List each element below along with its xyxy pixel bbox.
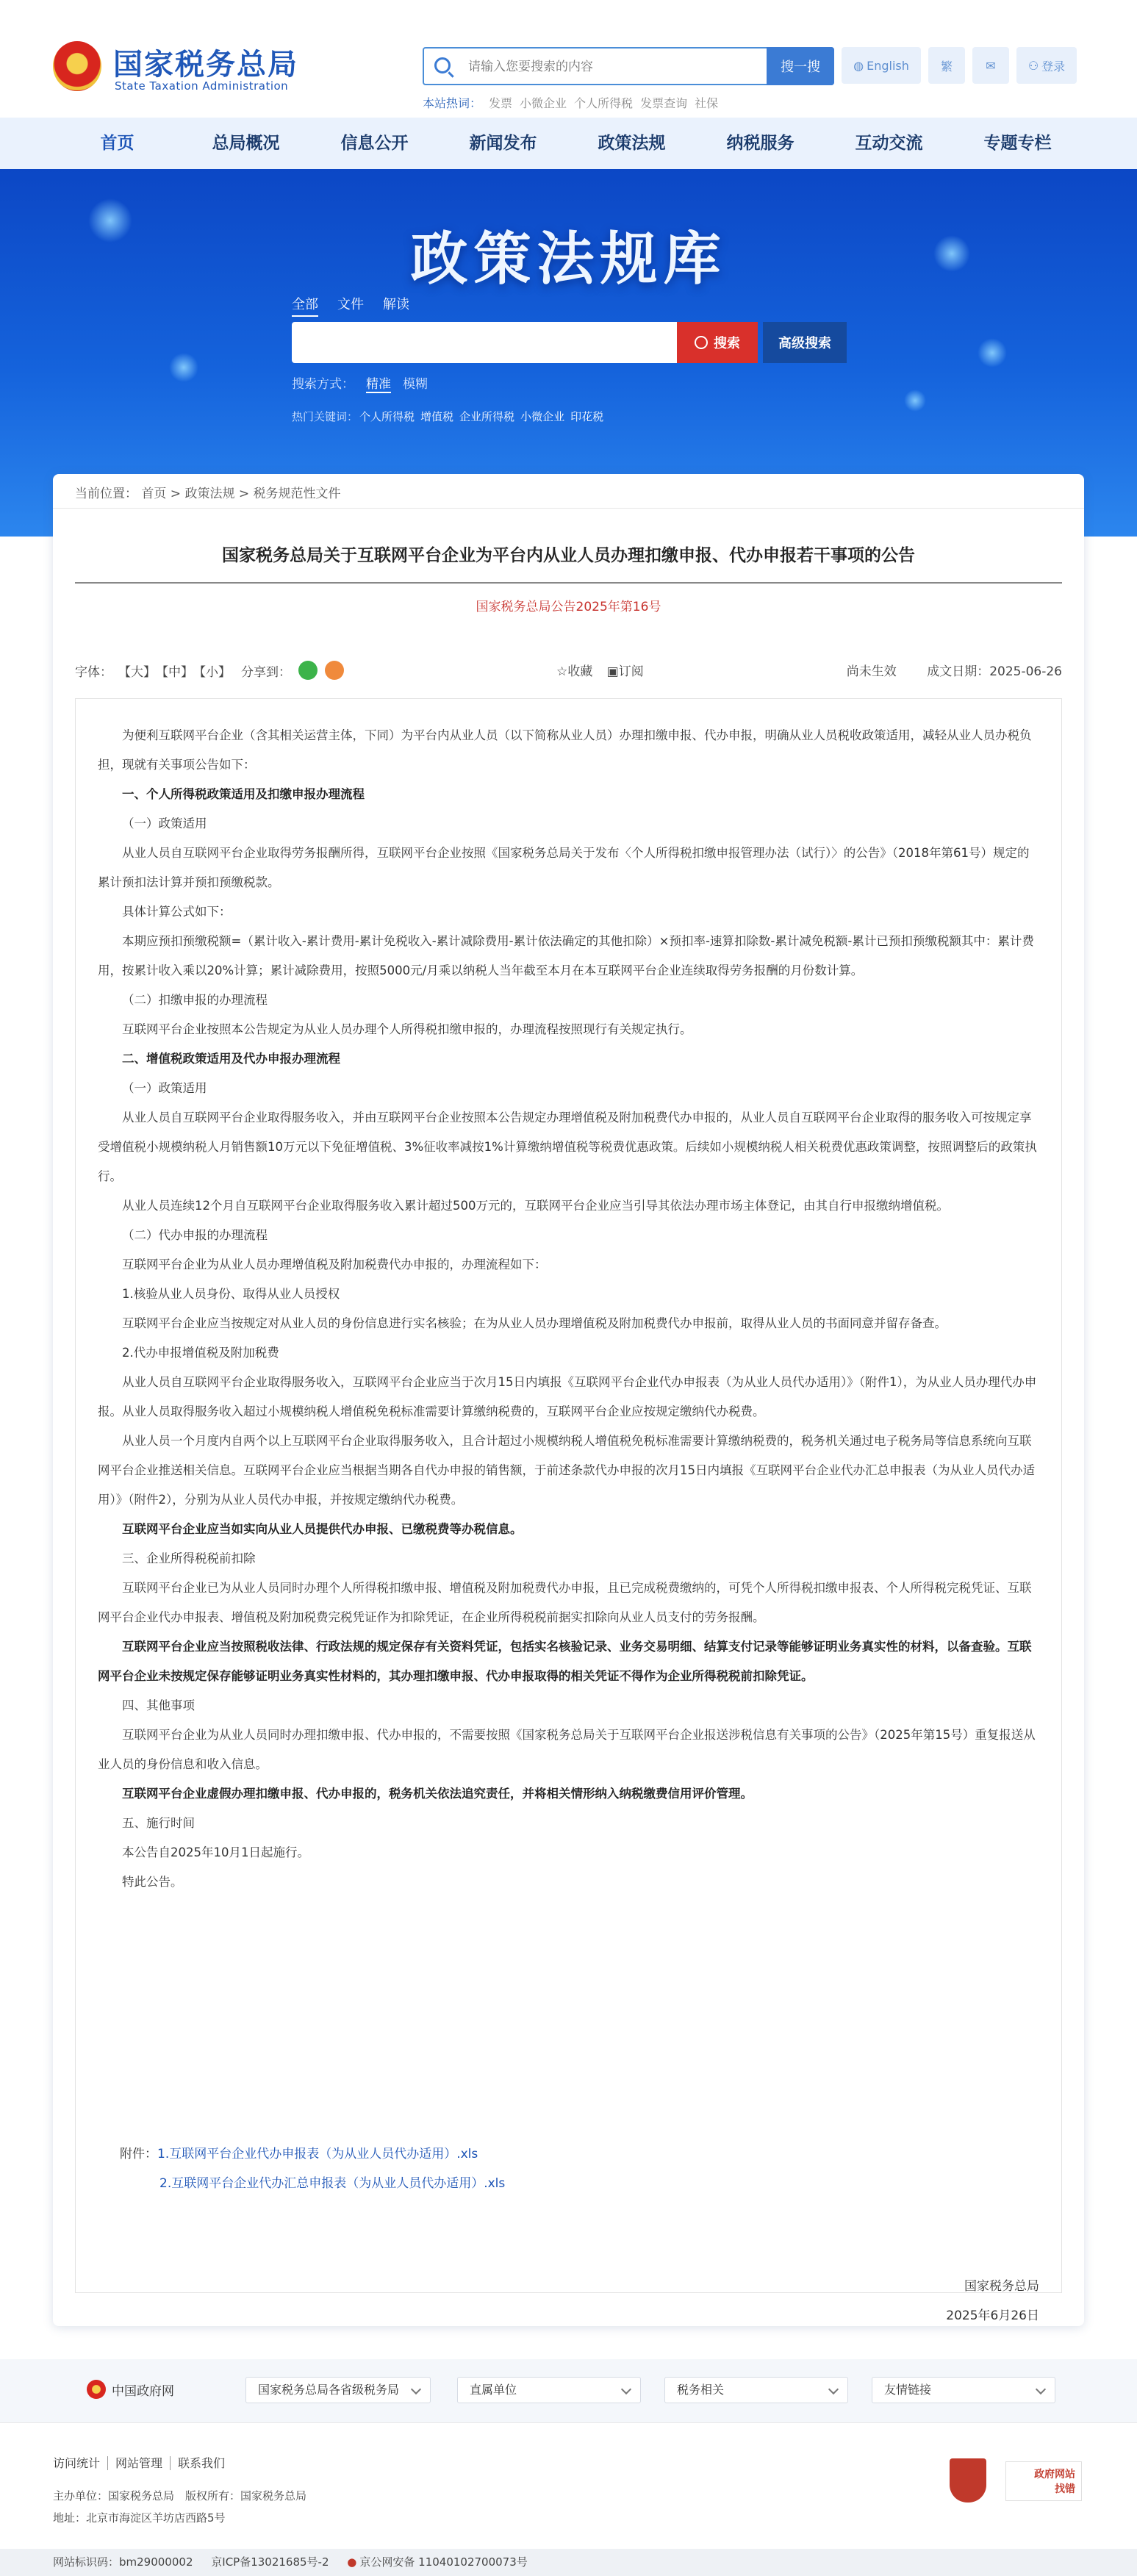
site-logo[interactable] bbox=[53, 38, 303, 100]
favorite-button[interactable]: 收藏 bbox=[567, 664, 593, 679]
paragraph: 互联网平台企业应当按规定对从业人员的身份信息进行实名核验；在为从业人员办理增值税及附加税费代办申报前，取得从业人员的书面同意并留存备查。 bbox=[122, 1316, 947, 1330]
advanced-search-button[interactable]: 高级搜索 bbox=[763, 322, 847, 363]
hot-word[interactable]: 小微企业 bbox=[520, 96, 567, 110]
attachments-label: 附件： bbox=[120, 2147, 157, 2161]
hot-words bbox=[423, 94, 725, 111]
tab-interpretation[interactable]: 解读 bbox=[383, 297, 409, 312]
paragraph: 为便利互联网平台企业（含其相关运营主体，下同）为平台内从业人员（以下简称从业人员）办理扣缴申报、代办申报，明确从业人员税收政策适用，减轻从业人员办税负担，现就有关事项公告如下： bbox=[98, 728, 1032, 772]
wechat-icon[interactable] bbox=[298, 661, 318, 680]
paragraph: 四、其他事项 bbox=[122, 1698, 195, 1712]
subscribe-button[interactable]: 订阅 bbox=[618, 664, 644, 679]
document-text bbox=[98, 721, 1041, 1897]
banner-tabs bbox=[292, 294, 409, 317]
attachment-link[interactable]: 2.互联网平台企业代办汇总申报表（为从业人员代办适用）.xls bbox=[159, 2176, 506, 2191]
police-icon: ● bbox=[347, 2555, 357, 2569]
breadcrumb[interactable]: 当前位置： 首页 > 政策法规 > 税务规范性文件 bbox=[75, 487, 341, 501]
tab-files[interactable]: 文件 bbox=[337, 297, 364, 312]
paragraph: 1.核验从业人员身份、取得从业人员授权 bbox=[122, 1287, 340, 1301]
paragraph: 互联网平台企业为从业人员同时办理扣缴申报、代办申报的，不需要按照《国家税务总局关于互联网平台企业报送涉税信息有关事项的公告》（2025年第15号）重复报送从业人员的身份信息和收入信息。 bbox=[98, 1728, 1036, 1771]
logo-cn: 国家税务总局 bbox=[113, 47, 298, 82]
paragraph: 从业人员自互联网平台企业取得服务收入，互联网平台企业应当于次月15日内填报《互联网平台企业代办申报表（为从业人员代办适用）》（附件1），为从业人员办理代办申报。从业人员取得服务收入超过小规模纳税人增值税免税标准需要计算缴纳税费的，互联网平台企业应按规定缴纳代办税费。 bbox=[98, 1375, 1037, 1418]
hot-keyword[interactable]: 企业所得税 bbox=[459, 410, 515, 423]
paragraph: 五、施行时间 bbox=[122, 1816, 195, 1830]
font-large-button[interactable]: 【大】 bbox=[118, 664, 156, 680]
error-report-badge[interactable] bbox=[1005, 2461, 1082, 2501]
hot-keyword[interactable]: 个人所得税 bbox=[359, 410, 415, 423]
hot-word[interactable]: 社保 bbox=[695, 96, 719, 110]
sign-date: 2025年6月26日 bbox=[946, 2308, 1039, 2323]
hot-words-label: 本站热词： bbox=[423, 96, 482, 110]
footer-link-contact[interactable]: 联系我们 bbox=[178, 2456, 226, 2470]
document-status bbox=[847, 661, 1062, 679]
hot-keyword[interactable]: 印花税 bbox=[570, 410, 604, 423]
section-heading: 二、增值税政策适用及代办申报办理流程 bbox=[122, 1052, 340, 1066]
light-dot bbox=[169, 353, 198, 382]
badge-text: 政府网站 bbox=[1034, 2469, 1075, 2480]
page-title: 国家税务总局关于互联网平台企业为平台内从业人员办理扣缴申报、代办申报若干事项的公告 bbox=[222, 546, 915, 565]
user-icon: ⚇ bbox=[1027, 58, 1039, 73]
select-provincial[interactable]: 国家税务总局各省级税务局 bbox=[245, 2377, 431, 2403]
hot-word[interactable]: 发票查询 bbox=[640, 96, 688, 110]
nav-item-service[interactable]: 纳税服务 bbox=[726, 134, 795, 153]
attachment-link[interactable]: 1.互联网平台企业代办申报表（为从业人员代办适用）.xls bbox=[157, 2147, 478, 2161]
nav-item-topics[interactable]: 专题专栏 bbox=[983, 134, 1052, 153]
mode-exact[interactable]: 精准 bbox=[366, 377, 391, 392]
mail-icon[interactable]: ✉ bbox=[972, 47, 1009, 84]
nav-item-interaction[interactable]: 互动交流 bbox=[855, 134, 923, 153]
mode-fuzzy[interactable]: 模糊 bbox=[403, 377, 428, 392]
badge-text: 找错 bbox=[1055, 2483, 1075, 2495]
font-small-button[interactable]: 【小】 bbox=[193, 664, 231, 680]
paragraph: （二）代办申报的办理流程 bbox=[122, 1228, 268, 1242]
policy-search-button[interactable] bbox=[677, 322, 758, 363]
login-label: 登录 bbox=[1041, 59, 1066, 73]
footer-host-info bbox=[53, 2485, 306, 2529]
police-link[interactable]: 京公网安备 11040102700073号 bbox=[359, 2555, 528, 2569]
banner-title: 政策法规库 bbox=[410, 226, 727, 293]
nav-item-policy[interactable]: 政策法规 bbox=[598, 134, 666, 153]
select-affiliated[interactable]: 直属单位 bbox=[457, 2377, 641, 2403]
divider bbox=[53, 508, 1084, 509]
light-dot bbox=[904, 390, 926, 412]
paragraph: 互联网平台企业已为从业人员同时办理个人所得税扣缴申报、增值税及附加税费代办申报，且已完成税费缴纳的，可凭个人所得税扣缴申报表、个人所得税完税凭证、互联网平台企业代办申报表、增值税及附加税费完税凭证作为扣除凭证，在企业所得税税前据实扣除向从业人员支付的劳务报酬。 bbox=[98, 1581, 1032, 1624]
search-icon bbox=[695, 336, 708, 349]
date-label: 成文日期： bbox=[927, 664, 990, 679]
paragraph: 2.代办申报增值税及附加税费 bbox=[122, 1346, 279, 1360]
paragraph: 从业人员一个月度内自两个以上互联网平台企业取得服务收入，且合计超过小规模纳税人增值税免税标准需要计算缴纳税费的，税务机关通过电子税务局等信息系统向互联网平台企业推送相关信息。互联网平台企业应当根据当期各自代办申报的销售额，于前述条款代办申报的次月15日内填报《互联网平台企业代办汇总申报表（为从业人员代办适用）》（附件2），分别为从业人员代办申报，并按规定缴纳代办税费。 bbox=[98, 1434, 1035, 1507]
search-icon bbox=[434, 57, 451, 73]
login-button[interactable] bbox=[1016, 47, 1077, 84]
english-label: English bbox=[867, 58, 909, 73]
document-meta bbox=[75, 661, 1062, 683]
national-emblem-icon bbox=[53, 41, 101, 91]
site-search bbox=[423, 47, 834, 85]
sign-org: 国家税务总局 bbox=[964, 2279, 1039, 2294]
favorite-subscribe bbox=[556, 661, 644, 679]
paragraph: 从业人员自互联网平台企业取得服务收入，并由互联网平台企业按照本公告规定办理增值税及附加税费代办申报的，从业人员自互联网平台企业取得的服务收入可按规定享受增值税小规模纳税人月销售额10万元以下免征增值税、3%征收率减按1%计算缴纳增值税等税费优惠政策。后续如小规模纳税人相关税费优惠政策调整，按照调整后的政策执行。 bbox=[98, 1111, 1037, 1183]
host-info: 主办单位：国家税务总局 版权所有：国家税务总局 bbox=[53, 2489, 307, 2503]
paragraph: 三、企业所得税税前扣除 bbox=[122, 1551, 256, 1565]
weibo-icon[interactable] bbox=[325, 661, 344, 680]
nav-item-home[interactable]: 首页 bbox=[100, 134, 134, 153]
icp-link[interactable]: 京ICP备13021685号-2 bbox=[211, 2555, 329, 2569]
paragraph: （一）政策适用 bbox=[122, 817, 207, 830]
paragraph: 特此公告。 bbox=[122, 1875, 183, 1889]
paragraph: 互联网平台企业为从业人员办理增值税及附加税费代办申报的，办理流程如下： bbox=[122, 1257, 547, 1271]
globe-icon: ◍ bbox=[853, 58, 864, 73]
address-info: 地址：北京市海淀区羊坊店西路5号 bbox=[53, 2511, 226, 2525]
section-heading: 互联网平台企业应当按照税收法律、行政法规的规定保存有关资料凭证，包括实名核验记录、业务交易明细、结算支付记录等能够证明业务真实性的材料，以备查验。互联网平台企业未按规定保存能够证明业务真实性材料的，其办理扣缴申报、代办申报取得的相关凭证不得作为企业所得税税前扣除凭证。 bbox=[98, 1640, 1032, 1683]
main-nav bbox=[0, 118, 1137, 169]
star-icon[interactable]: ☆ bbox=[556, 664, 568, 679]
hot-keyword[interactable]: 增值税 bbox=[420, 410, 454, 423]
paragraph: 本期应预扣预缴税额=（累计收入-累计费用-累计免税收入-累计减除费用-累计依法确定的其他扣除）×预扣率-速算扣除数-累计减免税额-累计已预扣预缴税额其中：累计费用，按累计收入乘以20%计算；累计减除费用，按照5000元/月乘以纳税人当年截至本月在本互联网平台企业连续取得劳务报酬的月份数计算。 bbox=[98, 934, 1034, 977]
search-mode-label: 搜索方式： bbox=[292, 377, 354, 392]
footer-registration bbox=[0, 2549, 1137, 2576]
paragraph: （一）政策适用 bbox=[122, 1081, 207, 1095]
paragraph: （二）扣缴申报的办理流程 bbox=[122, 993, 268, 1007]
footer-info bbox=[0, 2422, 1137, 2549]
gov-link-label: 中国政府网 bbox=[112, 2383, 174, 2399]
paragraph: 互联网平台企业按照本公告规定为从业人员办理个人所得税扣缴申报的，办理流程按照现行有关规定执行。 bbox=[122, 1022, 692, 1036]
document-card bbox=[53, 474, 1084, 2326]
light-dot bbox=[978, 338, 1007, 367]
section-heading: 互联网平台企业应当如实向从业人员提供代办申报、已缴税费等办税信息。 bbox=[122, 1522, 523, 1536]
nav-item-overview[interactable]: 总局概况 bbox=[212, 134, 280, 153]
divider bbox=[75, 582, 1062, 584]
party-badge-icon[interactable] bbox=[950, 2458, 986, 2503]
document-body bbox=[75, 698, 1062, 2323]
select-tax-related[interactable]: 税务相关 bbox=[664, 2377, 848, 2403]
traditional-button[interactable]: 繁 bbox=[928, 47, 965, 84]
footer-links-bar bbox=[0, 2359, 1137, 2422]
document-number: 国家税务总局公告2025年第16号 bbox=[476, 600, 661, 614]
font-label: 字体： bbox=[75, 664, 112, 680]
site-code: 网站标识码：bm29000002 bbox=[53, 2555, 193, 2569]
font-medium-button[interactable]: 【中】 bbox=[156, 664, 193, 680]
section-heading: 一、个人所得税政策适用及扣缴申报办理流程 bbox=[122, 787, 365, 801]
english-button[interactable] bbox=[842, 47, 921, 84]
search-label: 搜索 bbox=[714, 336, 740, 351]
share-label: 分享到： bbox=[241, 664, 291, 680]
hot-keywords-label: 热门关键词： bbox=[292, 410, 359, 423]
footer-nav bbox=[53, 2454, 232, 2471]
gov-link[interactable] bbox=[87, 2380, 174, 2399]
footer-link-admin[interactable]: 网站管理 bbox=[108, 2456, 171, 2470]
policy-search-input[interactable] bbox=[292, 322, 677, 363]
national-emblem-icon bbox=[87, 2380, 106, 2399]
header bbox=[0, 0, 1137, 118]
nav-item-info[interactable]: 信息公开 bbox=[340, 134, 409, 153]
hot-word[interactable]: 发票 bbox=[489, 96, 513, 110]
banner-hot-keywords bbox=[292, 409, 609, 424]
subscribe-icon[interactable]: ▣ bbox=[606, 664, 619, 679]
paragraph: 本公告自2025年10月1日起施行。 bbox=[122, 1845, 309, 1859]
font-size-controls bbox=[75, 661, 344, 680]
search-input[interactable] bbox=[468, 56, 718, 78]
search-button[interactable]: 搜一搜 bbox=[767, 47, 834, 85]
signature bbox=[946, 2272, 1039, 2331]
paragraph: 从业人员连续12个月自互联网平台企业取得服务收入累计超过500万元的，互联网平台企业应当引导其依法办理市场主体登记，由其自行申报缴纳增值税。 bbox=[122, 1199, 949, 1213]
nav-item-news[interactable]: 新闻发布 bbox=[469, 134, 537, 153]
tab-all[interactable]: 全部 bbox=[292, 294, 318, 317]
hot-word[interactable]: 个人所得税 bbox=[574, 96, 634, 110]
status-badge: 尚未生效 bbox=[846, 664, 897, 679]
section-heading: 互联网平台企业虚假办理扣缴申报、代办申报的，税务机关依法追究责任，并将相关情形纳入纳税缴费信用评价管理。 bbox=[122, 1787, 753, 1801]
logo-en: State Taxation Administration bbox=[115, 79, 289, 93]
footer-link-stats[interactable]: 访问统计 bbox=[53, 2456, 108, 2470]
hot-keyword[interactable]: 小微企业 bbox=[520, 410, 565, 423]
paragraph: 具体计算公式如下： bbox=[122, 905, 232, 919]
select-friend-links[interactable]: 友情链接 bbox=[872, 2377, 1055, 2403]
search-mode bbox=[292, 373, 440, 392]
attachments bbox=[120, 2139, 505, 2198]
document-date: 2025-06-26 bbox=[989, 664, 1062, 679]
paragraph: 从业人员自互联网平台企业取得劳务报酬所得，互联网平台企业按照《国家税务总局关于发布〈个人所得税扣缴申报管理办法（试行）〉的公告》（2018年第61号）规定的累计预扣法计算并预扣预缴税款。 bbox=[98, 846, 1030, 889]
